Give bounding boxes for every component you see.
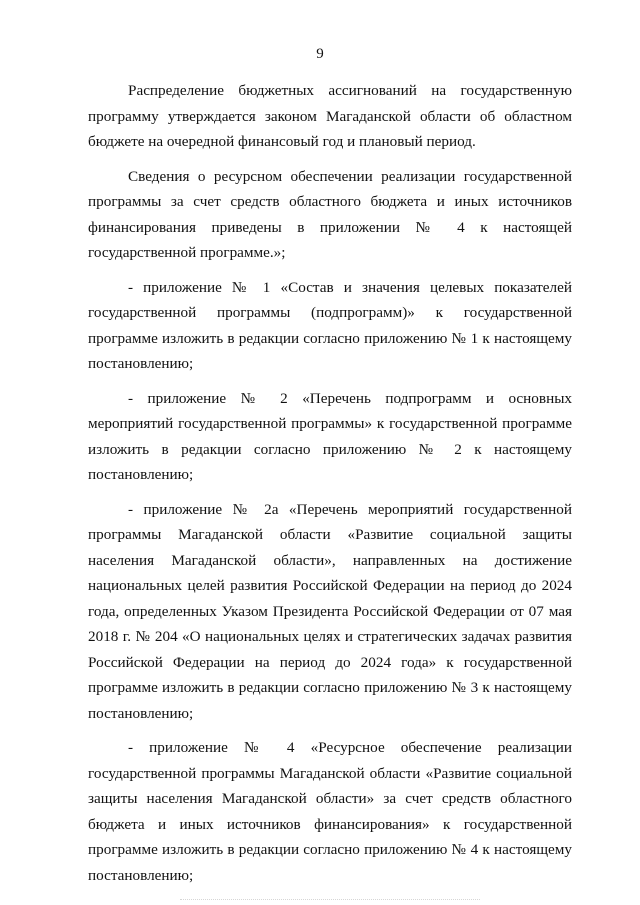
paragraph-appendix-4: - приложение № 4 «Ресурсное обеспечение реализации государственной программы Магаданской области «Развитие социальной защиты населения Магаданской области» за счет средств областного бюджета и иных источников финансирования» к государственной программе изложить в редакции согласно приложению № 4 к настоящему постановлению; — [88, 739, 572, 884]
paragraph-appendix-2: - приложение № 2 «Перечень подпрограмм и основных мероприятий государственной программы» к государственной программе изложить в редакции согласно приложению № 2 к настоящему постановлению; — [88, 389, 572, 483]
paragraph-appendix-2a: - приложение № 2а «Перечень мероприятий государственной программы Магаданской области «Развитие социальной защиты населения Магаданской области», направленных на достижение национальных целей развития Российской Федерации на период до 2024 года, определенных Указом Президента Российской Федерации от 07 мая 2018 г. № 204 «О национальных целях и стратегических задачах развития Российской Федерации на период до 2024 года» к государственной программе изложить в редакции согласно приложению № 3 к настоящему постановлению; — [88, 500, 572, 722]
page-number: 9 — [316, 46, 324, 62]
paragraph-budget-allocation: Распределение бюджетных ассигнований на государственную программу утверждается законом Магаданской области об областном бюджете на очередной финансовый год и плановый период. — [88, 82, 572, 150]
document-body — [88, 78, 572, 897]
scan-edge-mark — [180, 899, 480, 903]
paragraph-resource-info: Сведения о ресурсном обеспечении реализации государственной программы за счет средств областного бюджета и иных источников финансирования приведены в приложении № 4 к настоящей государственной программе.»; — [88, 167, 572, 261]
paragraph-appendix-1: - приложение № 1 «Состав и значения целевых показателей государственной программы (подпрограмм)» к государственной программе изложить в редакции согласно приложению № 1 к настоящему постановлению; — [88, 278, 572, 372]
